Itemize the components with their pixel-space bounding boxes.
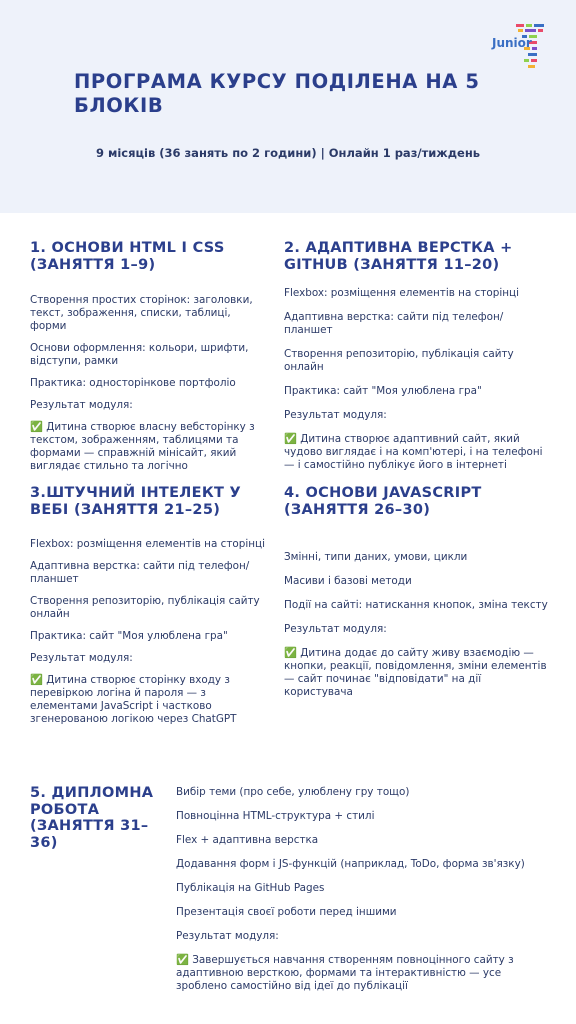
block-result: ✅ Завершується навчання створенням повноцінного сайту з адаптивною версткою, формами та інтерактивністю — усе зроблено самостійно від ідеї до публікації <box>176 954 514 992</box>
block-item: Події на сайті: натискання кнопок, зміна тексту <box>284 599 548 611</box>
block-heading: 1. ОСНОВИ HTML І CSS (ЗАНЯТТЯ 1–9) <box>30 240 225 273</box>
page-title: ПРОГРАМА КУРСУ ПОДІЛЕНА НА 5 БЛОКІВ <box>74 70 480 117</box>
block-result: ✅ Дитина додає до сайту живу взаємодію — кнопки, реакції, повідомлення, зміни елементів — сайт починає "відповідати" на дії користувача <box>284 647 547 698</box>
block-item: Результат модуля: <box>284 623 387 635</box>
block-item: Повноцінна HTML-структура + стилі <box>176 810 375 822</box>
block-5-title <box>30 785 170 851</box>
block-heading: 5. ДИПЛОМНА РОБОТА (ЗАНЯТТЯ 31–36) <box>30 785 154 851</box>
block-item: Створення репозиторію, публікація сайту онлайн <box>284 348 514 373</box>
block-item: Результат модуля: <box>176 930 279 942</box>
block-heading: 4. ОСНОВИ JAVASCRIPT (ЗАНЯТТЯ 26–30) <box>284 485 482 518</box>
block-item: Практика: сайт "Моя улюблена гра" <box>284 385 482 397</box>
block-item: Вибір теми (про себе, улюблену гру тощо) <box>176 786 410 798</box>
block-5-items <box>176 786 536 1004</box>
block-item: Практика: сайт "Моя улюблена гра" <box>30 630 228 642</box>
block-heading: 3.ШТУЧНИЙ ІНТЕЛЕКТ У ВЕБІ (ЗАНЯТТЯ 21–25) <box>30 485 241 518</box>
block-item: Результат модуля: <box>30 399 133 411</box>
block-items <box>30 294 270 473</box>
block-1 <box>30 240 270 482</box>
block-item: Адаптивна верстка: сайти під телефон/планшет <box>284 311 504 336</box>
block-result: ✅ Дитина створює власну вебсторінку з текстом, зображенням, таблицями та формами — справжній мінісайт, який виглядає стильно та логічно <box>30 421 255 472</box>
block-item: Створення простих сторінок: заголовки, текст, зображення, списки, таблиці, форми <box>30 294 253 332</box>
block-item: Масиви і базові методи <box>284 575 412 587</box>
block-item: Змінні, типи даних, умови, цикли <box>284 551 468 563</box>
block-item: Публікація на GitHub Pages <box>176 882 325 894</box>
block-item: Flexbox: розміщення елементів на сторінці <box>30 538 265 550</box>
block-item: Презентація своєї роботи перед іншими <box>176 906 397 918</box>
block-item: Створення репозиторію, публікація сайту онлайн <box>30 595 260 620</box>
junior-logo <box>492 22 554 72</box>
block-4 <box>284 485 549 710</box>
block-items <box>284 551 549 699</box>
block-item: Результат модуля: <box>30 652 133 664</box>
block-result: ✅ Дитина створює адаптивний сайт, який чудово виглядає і на комп'ютері, і на телефоні — і самостійно публікує його в інтернеті <box>284 433 543 471</box>
block-item: Flex + адаптивна верстка <box>176 834 319 846</box>
block-result: ✅ Дитина створює сторінку входу з перевіркою логіна й пароля — з елементами JavaScript і частково згенерованою логікою через ChatGPT <box>30 674 237 725</box>
logo-text: Junior <box>492 36 532 50</box>
block-item: Результат модуля: <box>284 409 387 421</box>
header-banner <box>0 0 576 213</box>
page-subtitle: 9 місяців (36 занять по 2 години) | Онлайн 1 раз/тиждень <box>95 146 481 160</box>
block-item: Практика: односторінкове портфоліо <box>30 377 236 389</box>
block-3 <box>30 485 265 735</box>
block-item: Основи оформлення: кольори, шрифти, відступи, рамки <box>30 342 249 367</box>
block-items <box>284 287 549 472</box>
block-items <box>30 538 265 726</box>
block-heading: 2. АДАПТИВНА ВЕРСТКА + GITHUB (ЗАНЯТТЯ 11–20) <box>284 240 513 273</box>
block-item: Flexbox: розміщення елементів на сторінці <box>284 287 519 299</box>
block-2 <box>284 240 549 483</box>
block-item: Додавання форм і JS-функцій (наприклад, ToDo, форма зв'язку) <box>176 858 525 870</box>
block-item: Адаптивна верстка: сайти під телефон/ планшет <box>30 560 250 585</box>
